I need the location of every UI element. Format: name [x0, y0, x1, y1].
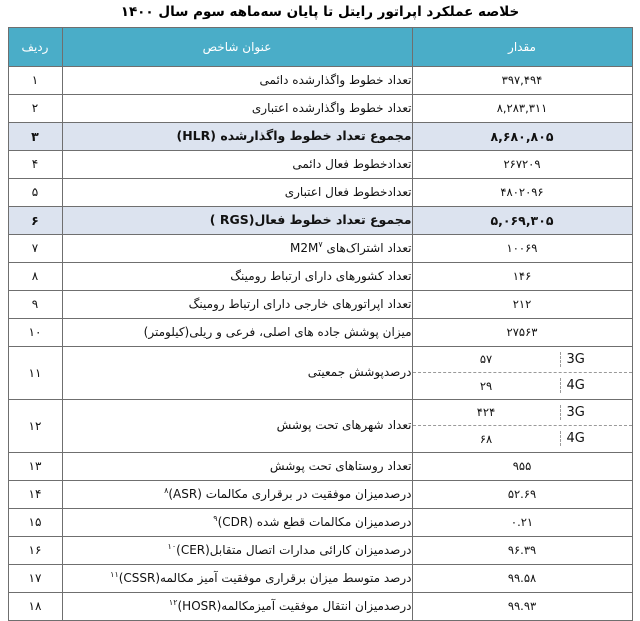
cell-indicator-title — [62, 399, 412, 452]
footnote-marker: ۱۲ — [168, 597, 178, 607]
cell-value: ۲۱۲ — [412, 290, 632, 318]
footnote-marker: ۱۰ — [167, 541, 177, 551]
cell-row-number: ۹ — [8, 290, 62, 318]
cell-indicator-title — [62, 318, 412, 346]
indicator-title-text: درصدپوشش جمعیتی — [307, 365, 412, 380]
indicator-title-text: درصد متوسط میزان برقراری موفقیت آمیز مکالمه(CSSR) — [118, 570, 412, 585]
cell-row-number: ۱۴ — [8, 480, 62, 508]
cell-value: ۱۴۶ — [412, 262, 632, 290]
indicator-title-text: درصدمیزان انتقال موفقیت آمیزمکالمه(HOSR) — [177, 598, 412, 613]
cell-indicator-title — [62, 536, 412, 564]
indicator-title-text: مجموع تعداد خطوط واگذارشده (HLR) — [176, 127, 412, 143]
cell-indicator-title — [62, 564, 412, 592]
indicator-title-text: تعداد اشتراک‌های M2M — [290, 240, 412, 255]
cell-value: ۹۹.۵۸ — [412, 564, 632, 592]
cell-value: ۹۹.۹۳ — [412, 592, 632, 620]
cell-row-number: ۱۳ — [8, 452, 62, 480]
cell-value: ۹۶.۳۹ — [412, 536, 632, 564]
cell-row-number: ۶ — [8, 206, 62, 234]
cell-row-number: ۱ — [8, 66, 62, 94]
cell-value: ۹۵۵ — [412, 452, 632, 480]
table-row — [8, 346, 632, 399]
cell-indicator-title — [62, 346, 412, 399]
table-row — [8, 452, 632, 480]
split-subrow — [413, 373, 632, 399]
cell-row-number: ۱۷ — [8, 564, 62, 592]
footnote-marker: ۷ — [318, 239, 323, 249]
indicator-title-text: درصدمیزان کارائی مدارات اتصال متقابل(CER) — [176, 542, 412, 557]
cell-value: ۲۶۷۲۰۹ — [412, 150, 632, 178]
table-row — [8, 399, 632, 452]
table-row — [8, 290, 632, 318]
cell-value: ۶۸ — [479, 431, 493, 446]
header-row — [8, 27, 632, 66]
cell-row-number: ۱۶ — [8, 536, 62, 564]
table-row — [8, 150, 632, 178]
table-row — [8, 318, 632, 346]
cell-indicator-title — [62, 178, 412, 206]
indicator-title-text: تعداد خطوط واگذارشده اعتباری — [251, 100, 412, 115]
indicator-title-text: درصدمیزان مکالمات قطع شده (CDR) — [217, 514, 412, 529]
network-generation-label: 4G — [560, 431, 632, 446]
cell-value-split — [412, 346, 632, 399]
table-row — [8, 178, 632, 206]
cell-value: ۰.۲۱ — [412, 508, 632, 536]
cell-row-number: ۱۰ — [8, 318, 62, 346]
cell-row-number: ۵ — [8, 178, 62, 206]
cell-indicator-title — [62, 206, 412, 234]
column-header-meghdar: مقدار — [412, 27, 632, 66]
page-title: خلاصه عملکرد اپراتور رایتل تا پایان سه‌ماهه سوم سال ۱۴۰۰ — [120, 4, 520, 20]
column-header-onvan: عنوان شاخص — [62, 27, 412, 66]
cell-value: ۲۹ — [479, 378, 493, 393]
split-subrow — [413, 347, 632, 373]
performance-summary-table — [8, 27, 633, 621]
column-header-radif: ردیف — [8, 27, 62, 66]
cell-value: ۳۹۷,۴۹۴ — [412, 66, 632, 94]
cell-value: ۴۸۰۲۰۹۶ — [412, 178, 632, 206]
indicator-title-text: درصدمیزان موفقیت در برقراری مکالمات (ASR) — [168, 486, 412, 501]
cell-indicator-title — [62, 290, 412, 318]
table-row — [8, 480, 632, 508]
network-generation-label: 4G — [560, 378, 632, 393]
cell-indicator-title — [62, 122, 412, 150]
cell-row-number: ۸ — [8, 262, 62, 290]
table-row — [8, 508, 632, 536]
cell-value: ۵,۰۶۹,۳۰۵ — [412, 206, 632, 234]
cell-indicator-title — [62, 480, 412, 508]
cell-row-number: ۱۵ — [8, 508, 62, 536]
cell-row-number: ۲ — [8, 94, 62, 122]
indicator-title-text: تعدادخطوط فعال اعتباری — [284, 184, 412, 199]
cell-row-number: ۱۱ — [8, 346, 62, 399]
indicator-title-text: تعداد خطوط واگذارشده دائمی — [259, 72, 412, 87]
indicator-title-text: تعدادخطوط فعال دائمی — [292, 156, 412, 171]
indicator-title-text: تعداد اپراتورهای خارجی دارای ارتباط رومینگ — [188, 296, 412, 311]
table-row — [8, 234, 632, 262]
cell-value: ۴۲۴ — [476, 405, 496, 420]
table-row — [8, 66, 632, 94]
indicator-title-text: تعداد روستاهای تحت پوشش — [269, 458, 412, 473]
split-subrow — [413, 400, 632, 426]
split-subrow — [413, 426, 632, 452]
footnote-marker: ۸ — [164, 485, 169, 495]
indicator-title-text: مجموع تعداد خطوط فعال(RGS ) — [209, 211, 412, 227]
table-row — [8, 122, 632, 150]
cell-row-number: ۱۲ — [8, 399, 62, 452]
cell-indicator-title — [62, 592, 412, 620]
cell-row-number: ۴ — [8, 150, 62, 178]
cell-indicator-title — [62, 66, 412, 94]
cell-indicator-title — [62, 94, 412, 122]
cell-value: ۵۷ — [479, 352, 493, 367]
cell-value: ۱۰۰۶۹ — [412, 234, 632, 262]
cell-value: ۲۷۵۶۳ — [412, 318, 632, 346]
table-row — [8, 262, 632, 290]
table-row — [8, 536, 632, 564]
cell-indicator-title — [62, 150, 412, 178]
table-row — [8, 206, 632, 234]
cell-indicator-title — [62, 234, 412, 262]
cell-value: ۸,۶۸۰,۸۰۵ — [412, 122, 632, 150]
indicator-title-text: تعداد کشورهای دارای ارتباط رومینگ — [230, 268, 412, 283]
table-row — [8, 592, 632, 620]
table-row — [8, 564, 632, 592]
cell-value: ۵۲.۶۹ — [412, 480, 632, 508]
indicator-title-text: تعداد شهرهای تحت پوشش — [276, 418, 412, 433]
table-body — [8, 66, 632, 620]
network-generation-label: 3G — [560, 405, 632, 420]
footnote-marker: ۹ — [213, 513, 218, 523]
cell-row-number: ۱۸ — [8, 592, 62, 620]
cell-row-number: ۷ — [8, 234, 62, 262]
cell-indicator-title — [62, 452, 412, 480]
table-row — [8, 94, 632, 122]
cell-value: ۸,۲۸۳,۳۱۱ — [412, 94, 632, 122]
cell-indicator-title — [62, 508, 412, 536]
indicator-title-text: میزان پوشش جاده های اصلی، فرعی و ریلی(کیلومتر) — [143, 324, 412, 339]
footnote-marker: ۱۱ — [110, 569, 119, 579]
cell-row-number: ۳ — [8, 122, 62, 150]
cell-indicator-title — [62, 262, 412, 290]
network-generation-label: 3G — [560, 352, 632, 367]
cell-value-split — [412, 399, 632, 452]
table-header — [8, 27, 632, 66]
